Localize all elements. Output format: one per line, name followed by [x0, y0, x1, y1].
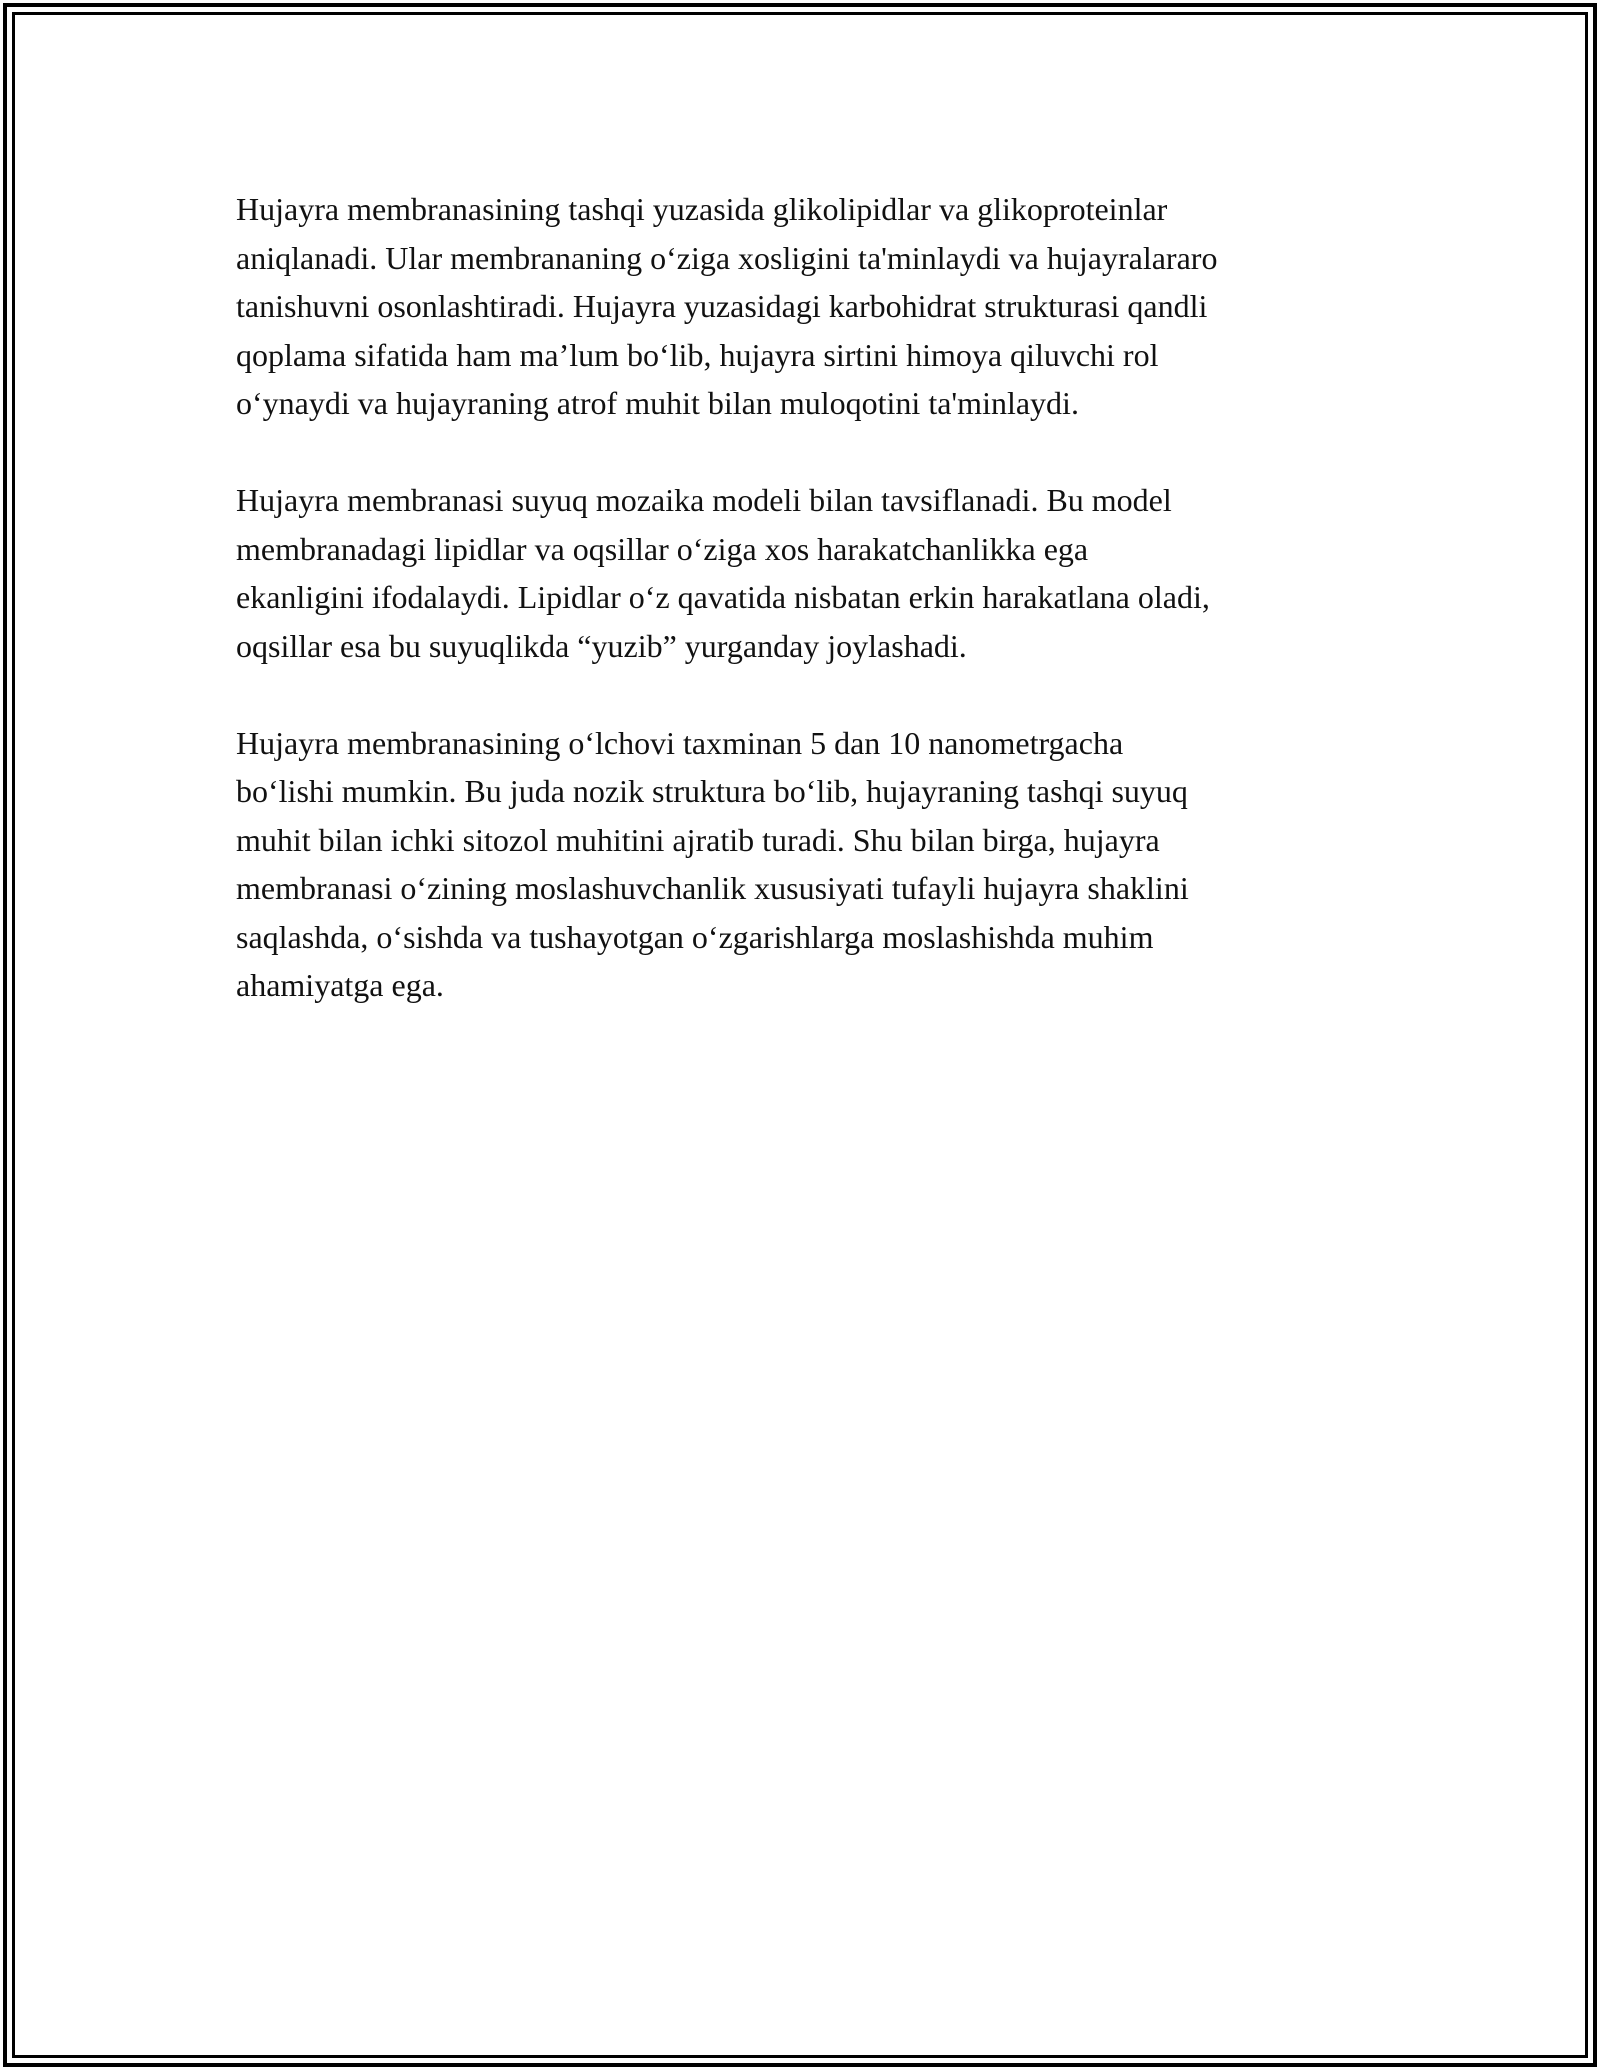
text-line: Hujayra membranasining tashqi yuzasida glikolipidlar va glikoproteinlar — [236, 191, 1168, 227]
text-line: muhit bilan ichki sitozol muhitini ajratib turadi. Shu bilan birga, hujayra — [236, 821, 1160, 858]
text-line: Hujayra membranasi suyuq mozaika modeli bilan tavsiflanadi. Bu model — [236, 482, 1172, 518]
text-line: membranadagi lipidlar va oqsillar o‘ziga xos harakatchanlikka ega — [236, 530, 1089, 567]
text-line: qoplama sifatida ham ma’lum bo‘lib, hujayra sirtini himoya qiluvchi rol — [236, 336, 1159, 373]
text-line: bo‘lishi mumkin. Bu juda nozik struktura bo‘lib, hujayraning tashqi suyuq — [236, 773, 1188, 809]
text-line: membranasi o‘zining moslashuvchanlik xususiyati tufayli hujayra shaklini — [236, 870, 1189, 906]
paragraph-3 — [236, 719, 1386, 1010]
text-line: Hujayra membranasining o‘lchovi taxminan 5 dan 10 nanometrgacha — [236, 724, 1124, 761]
text-line: ekanligini ifodalaydi. Lipidlar o‘z qavatida nisbatan erkin harakatlana oladi, — [236, 579, 1210, 615]
text-line: o‘ynaydi va hujayraning atrof muhit bilan muloqotini ta'minlaydi. — [236, 385, 1079, 421]
text-line: ahamiyatga ega. — [236, 967, 444, 1003]
paragraph-2 — [236, 476, 1386, 670]
text-line: tanishuvni osonlashtiradi. Hujayra yuzasidagi karbohidrat strukturasi qandli — [236, 288, 1208, 324]
text-line: saqlashda, o‘sishda va tushayotgan o‘zgarishlarga moslashishda muhim — [236, 918, 1154, 955]
text-line: aniqlanadi. Ular membrananing o‘ziga xosligini ta'minlaydi va hujayralararo — [236, 239, 1218, 276]
paragraph-1 — [236, 185, 1386, 428]
text-line: oqsillar esa bu suyuqlikda “yuzib” yurganday joylashadi. — [236, 627, 967, 664]
document-body — [236, 185, 1386, 1058]
